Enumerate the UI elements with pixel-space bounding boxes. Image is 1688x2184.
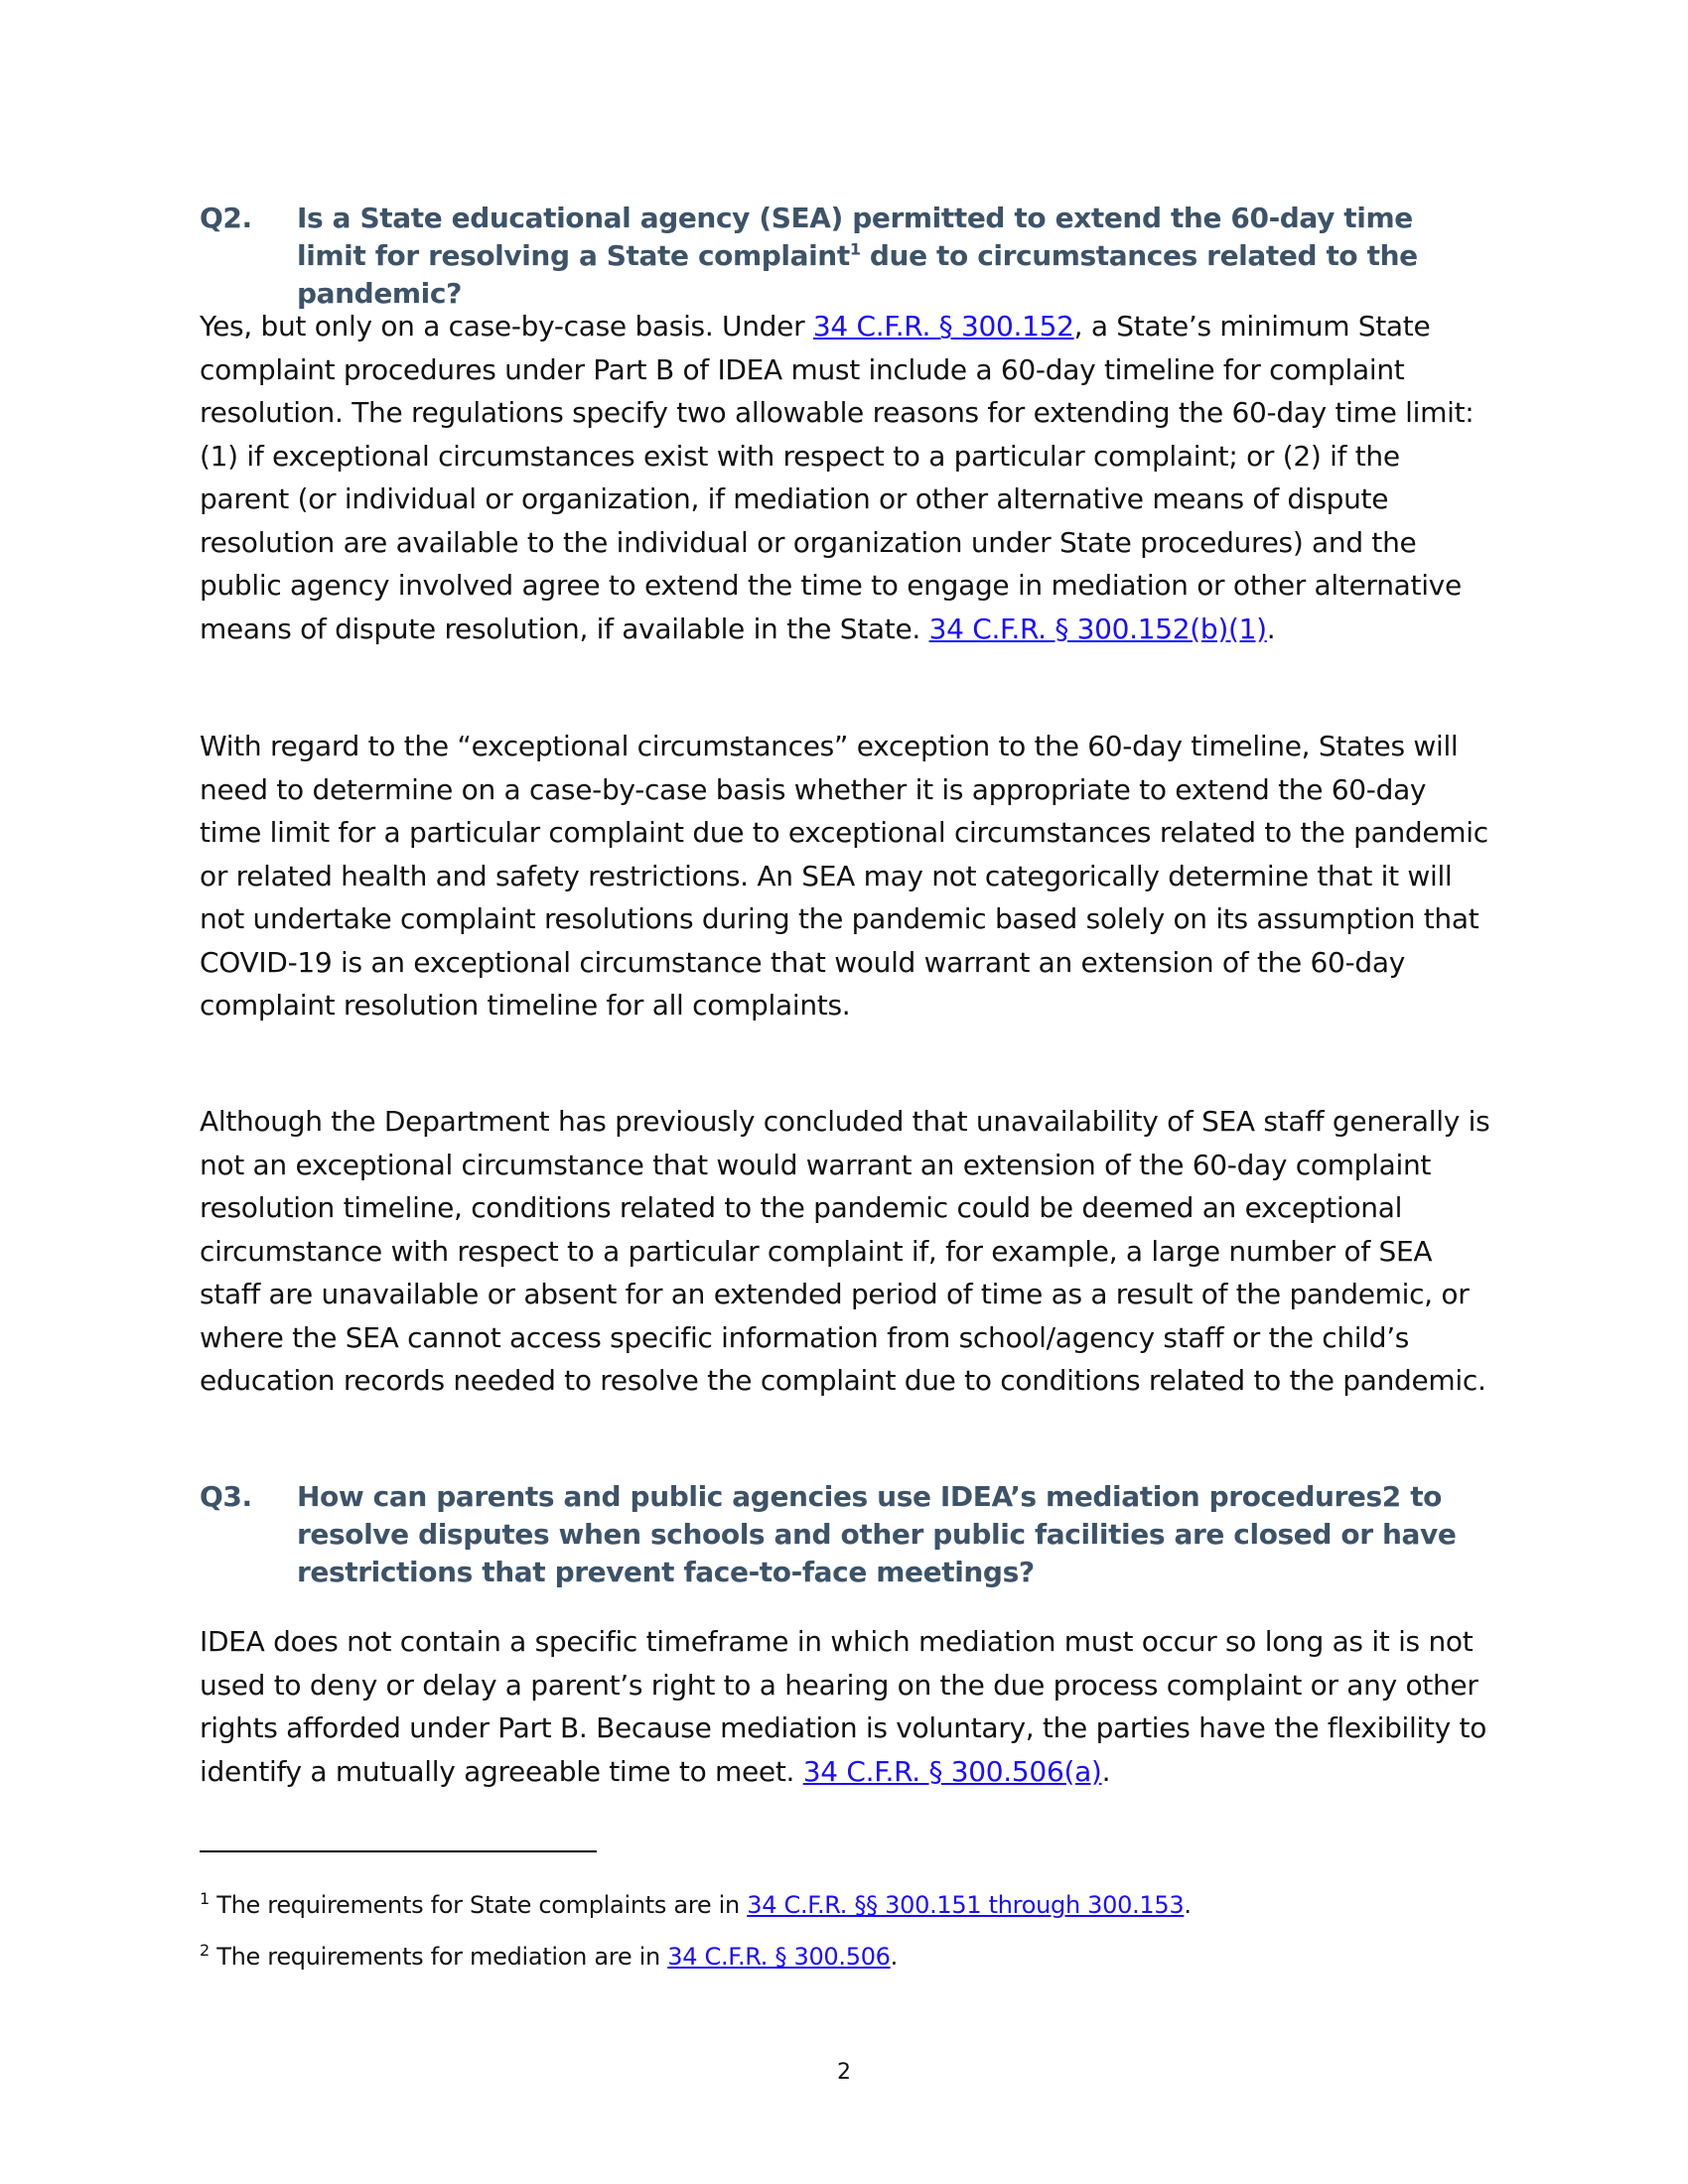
text: .	[1184, 1891, 1192, 1919]
cfr-link-300-152-b-1[interactable]: 34 C.F.R. § 300.152(b)(1)	[928, 612, 1267, 645]
text: .	[1101, 1754, 1111, 1788]
answer-paragraph-3: Although the Department has previously concluded that unavailability of SEA staff generally is not an exceptional circumstance that would warrant an extension of the 60-day complaint resolution timeline, conditions related to the pandemic could be deemed an exceptional circumstance with respect to a particular complaint if, for example, a large number of SEA staff are unavailable or absent for an extended period of time as a result of the pandemic, or where the SEA cannot access specific information from school/agency staff or the child’s education records needed to resolve the complaint due to conditions related to the pandemic.	[200, 1105, 1490, 1397]
footnote-separator	[200, 1850, 597, 1852]
question-text-part: due to circumstances related to the pandemic?	[297, 239, 1418, 310]
footnote-number: 2	[200, 1941, 210, 1960]
question-text-part: Is a State educational agency (SEA) permitted to extend the 60-day time limit for resolving a State complaint	[297, 202, 1413, 272]
question-text: How can parents and public agencies use IDEA’s mediation procedures2 to resolve disputes when schools and other public facilities are closed or have restrictions that prevent face-to-face meetings?	[297, 1480, 1457, 1588]
page-number: 2	[837, 2060, 851, 2085]
text: .	[890, 1943, 898, 1971]
question-q3-heading	[200, 1478, 1490, 1591]
cfr-link-300-506[interactable]: 34 C.F.R. § 300.506	[667, 1943, 891, 1971]
footnote-1	[200, 1890, 1490, 1920]
answer-paragraph-1	[200, 305, 1490, 650]
footnote-ref[interactable]: 1	[849, 239, 861, 259]
question-number: Q2.	[200, 202, 252, 234]
question-text	[297, 200, 1488, 313]
text: IDEA does not contain a specific timeframe in which mediation must occur so long as it is not used to deny or delay a parent’s right to a hearing on the due process complaint or any other rights afforded under Part B. Because mediation is voluntary, the parties have the flexibility to identify a mutually agreeable time to meet.	[200, 1625, 1487, 1788]
text: The requirements for State complaints are in	[209, 1891, 748, 1919]
cfr-link-300-506-a[interactable]: 34 C.F.R. § 300.506(a)	[802, 1754, 1102, 1788]
footnote-number: 1	[200, 1889, 210, 1908]
question-q2-heading	[200, 200, 1490, 313]
answer-paragraph-2: With regard to the “exceptional circumstances” exception to the 60-day timeline, States will need to determine on a case-by-case basis whether it is appropriate to extend the 60-day time limit for a particular complaint due to exceptional circumstances related to the pandemic or related health and safety restrictions. An SEA may not categorically determine that it will not undertake complaint resolutions during the pandemic based solely on its assumption that COVID-19 is an exceptional circumstance that would warrant an extension of the 60-day complaint resolution timeline for all complaints.	[200, 730, 1488, 1022]
cfr-link-300-151-153[interactable]: 34 C.F.R. §§ 300.151 through 300.153	[747, 1891, 1185, 1919]
answer-paragraph-4	[200, 1620, 1490, 1793]
text: , a State’s minimum State complaint procedures under Part B of IDEA must include a 60-day timeline for complaint resolution. The regulations specify two allowable reasons for extending the 60-day time limit: (1) if exceptional circumstances exist with respect to a particular complaint; or (2) if the parent (or individual or organization, if mediation or other alternative means of dispute resolution are available to the individual or organization under State procedures) and the public agency involved agree to extend the time to engage in mediation or other alternative means of dispute resolution, if available in the State.	[200, 310, 1475, 645]
text: Yes, but only on a case-by-case basis. Under	[200, 310, 813, 342]
text: .	[1266, 612, 1276, 645]
question-number: Q3.	[200, 1480, 252, 1513]
cfr-link-300-152[interactable]: 34 C.F.R. § 300.152	[812, 310, 1074, 342]
footnote-2	[200, 1942, 1490, 1972]
text: The requirements for mediation are in	[209, 1943, 668, 1971]
